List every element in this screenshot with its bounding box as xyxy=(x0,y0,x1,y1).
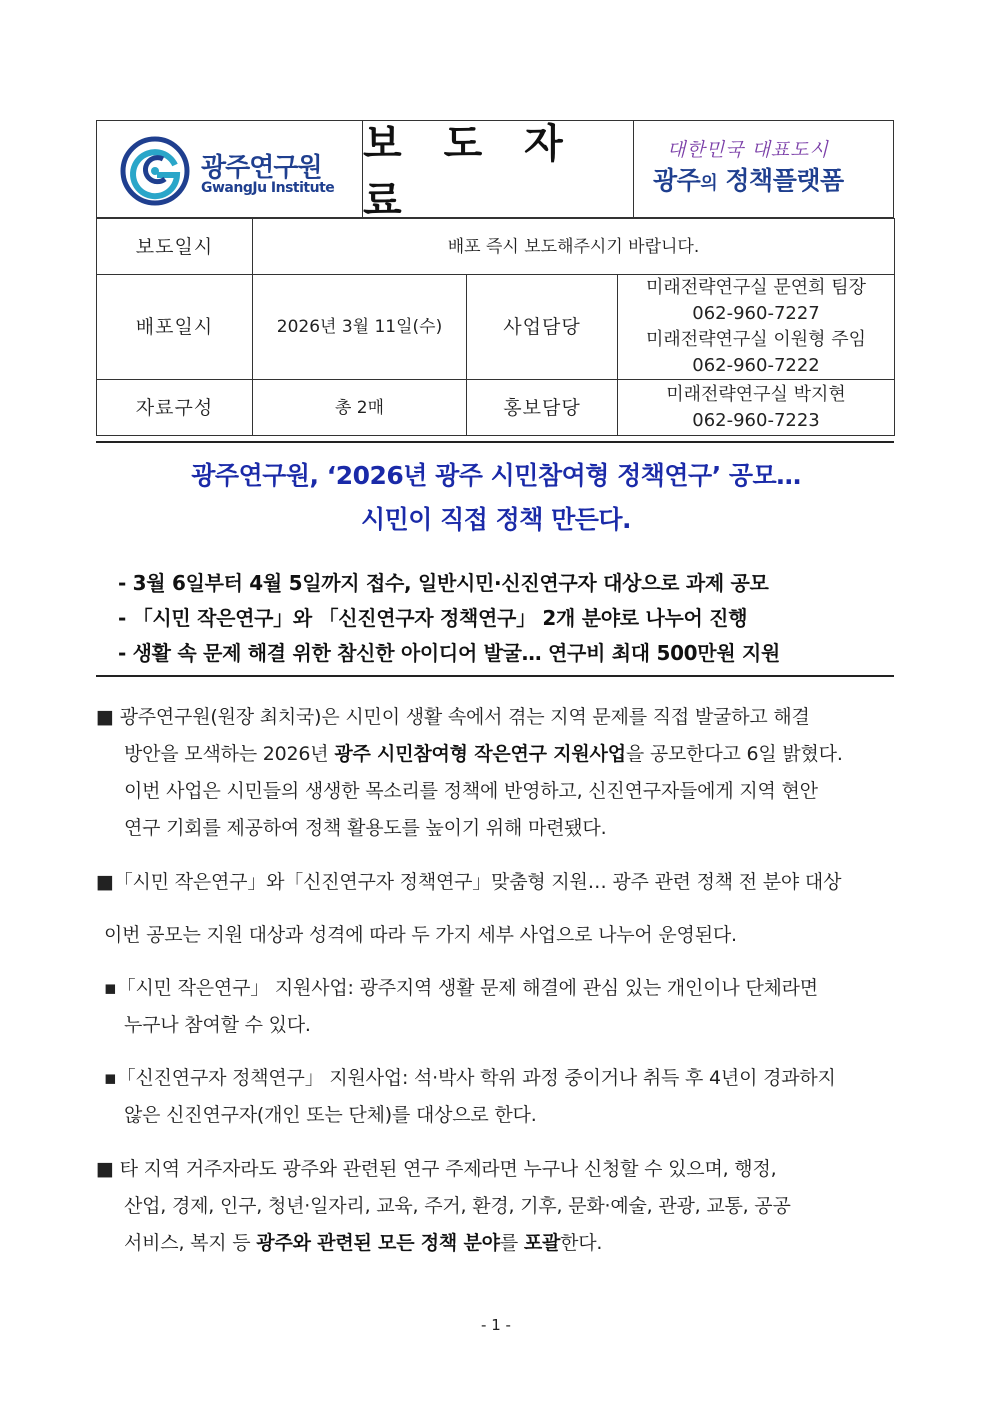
business-contact-value: 미래전략연구실 문연희 팀장 062-960-7227 미래전략연구실 이원형 주임 062-960-7222 xyxy=(618,275,895,380)
subhead: - 생활 속 문제 해결 위한 참신한 아이디어 발굴… 연구비 최대 500만원 지원 xyxy=(118,641,781,665)
divider xyxy=(96,441,894,443)
paragraph-line: 방안을 모색하는 2026년 광주 시민참여형 작은연구 지원사업을 공모한다고 6일 밝혔다. xyxy=(124,743,843,765)
subhead: - 「시민 작은연구」와 「신진연구자 정책연구」 2개 분야로 나누어 진행 xyxy=(118,606,748,630)
paragraph-line: 서비스, 복지 등 광주와 관련된 모든 정책 분야를 포괄한다. xyxy=(124,1232,603,1254)
headline-line-2: 시민이 직접 정책 만든다. xyxy=(360,505,632,534)
business-contact-label: 사업담당 xyxy=(467,275,618,380)
institute-logo xyxy=(119,135,339,205)
headline-line-1: 광주연구원, ‘2026년 광주 시민참여형 정책연구’ 공모… xyxy=(191,461,801,490)
bullet-item-continued: 않은 신진연구자(개인 또는 단체)를 대상으로 한다. xyxy=(124,1104,537,1126)
report-date-value: 배포 즉시 보도해주시기 바랍니다. xyxy=(253,219,895,275)
gwangju-institute-logo-icon xyxy=(119,135,191,207)
paragraph-line: 연구 기회를 제공하여 정책 활용도를 높이기 위해 마련됐다. xyxy=(124,817,607,839)
bullet-item-continued: 누구나 참여할 수 있다. xyxy=(124,1014,311,1036)
composition-value: 총 2매 xyxy=(253,380,467,436)
pr-contact-value: 미래전략연구실 박지현 062-960-7223 xyxy=(618,380,895,436)
section-heading: ■「시민 작은연구」와「신진연구자 정책연구」맞춤형 지원… 광주 관련 정책 전 분야 대상 xyxy=(96,871,842,893)
distribution-date-value: 2026년 3월 11일(수) xyxy=(253,275,467,380)
divider xyxy=(96,675,894,677)
table-row xyxy=(97,219,895,275)
paragraph-line: 산업, 경제, 인구, 청년·일자리, 교육, 주거, 환경, 기후, 문화·예술, 관광, 교통, 공공 xyxy=(124,1195,791,1217)
info-table xyxy=(96,218,895,436)
paragraph-line: ■ 광주연구원(원장 최치국)은 시민이 생활 속에서 겪는 지역 문제를 직접 발굴하고 해결 xyxy=(96,706,810,728)
divider xyxy=(633,121,634,217)
distribution-date-label: 배포일시 xyxy=(97,275,253,380)
header-box xyxy=(96,120,894,224)
page-number: - 1 - xyxy=(481,1316,511,1334)
paragraph-line: ■ 타 지역 거주자라도 광주와 관련된 연구 주제라면 누구나 신청할 수 있으며, 행정, xyxy=(96,1158,777,1180)
document-title: 보 도 자 료 xyxy=(363,121,577,224)
bullet-item: ▪「신진연구자 정책연구」 지원사업: 석·박사 학위 과정 중이거나 취득 후 4년이 경과하지 xyxy=(104,1067,836,1089)
pr-contact-label: 홍보담당 xyxy=(467,380,618,436)
subhead: - 3월 6일부터 4월 5일까지 접수, 일반시민·신진연구자 대상으로 과제 공모 xyxy=(118,571,769,595)
table-row xyxy=(97,275,895,380)
logo-name: 광주연구원 xyxy=(201,153,322,183)
slogan-main: 광주의 정책플랫폼 xyxy=(653,166,844,195)
slogan-top: 대한민국 대표도시 xyxy=(667,139,829,161)
paragraph-line: 이번 공모는 지원 대상과 성격에 따라 두 가지 세부 사업으로 나누어 운영된다. xyxy=(104,924,737,946)
paragraph-line: 이번 사업은 시민들의 생생한 목소리를 정책에 반영하고, 신진연구자들에게 지역 현안 xyxy=(124,780,818,802)
logo-english-name: GwangJu Institute xyxy=(201,180,335,196)
composition-label: 자료구성 xyxy=(97,380,253,436)
report-date-label: 보도일시 xyxy=(97,219,253,275)
table-row xyxy=(97,380,895,436)
bullet-item: ▪「시민 작은연구」 지원사업: 광주지역 생활 문제 해결에 관심 있는 개인이나 단체라면 xyxy=(104,977,818,999)
